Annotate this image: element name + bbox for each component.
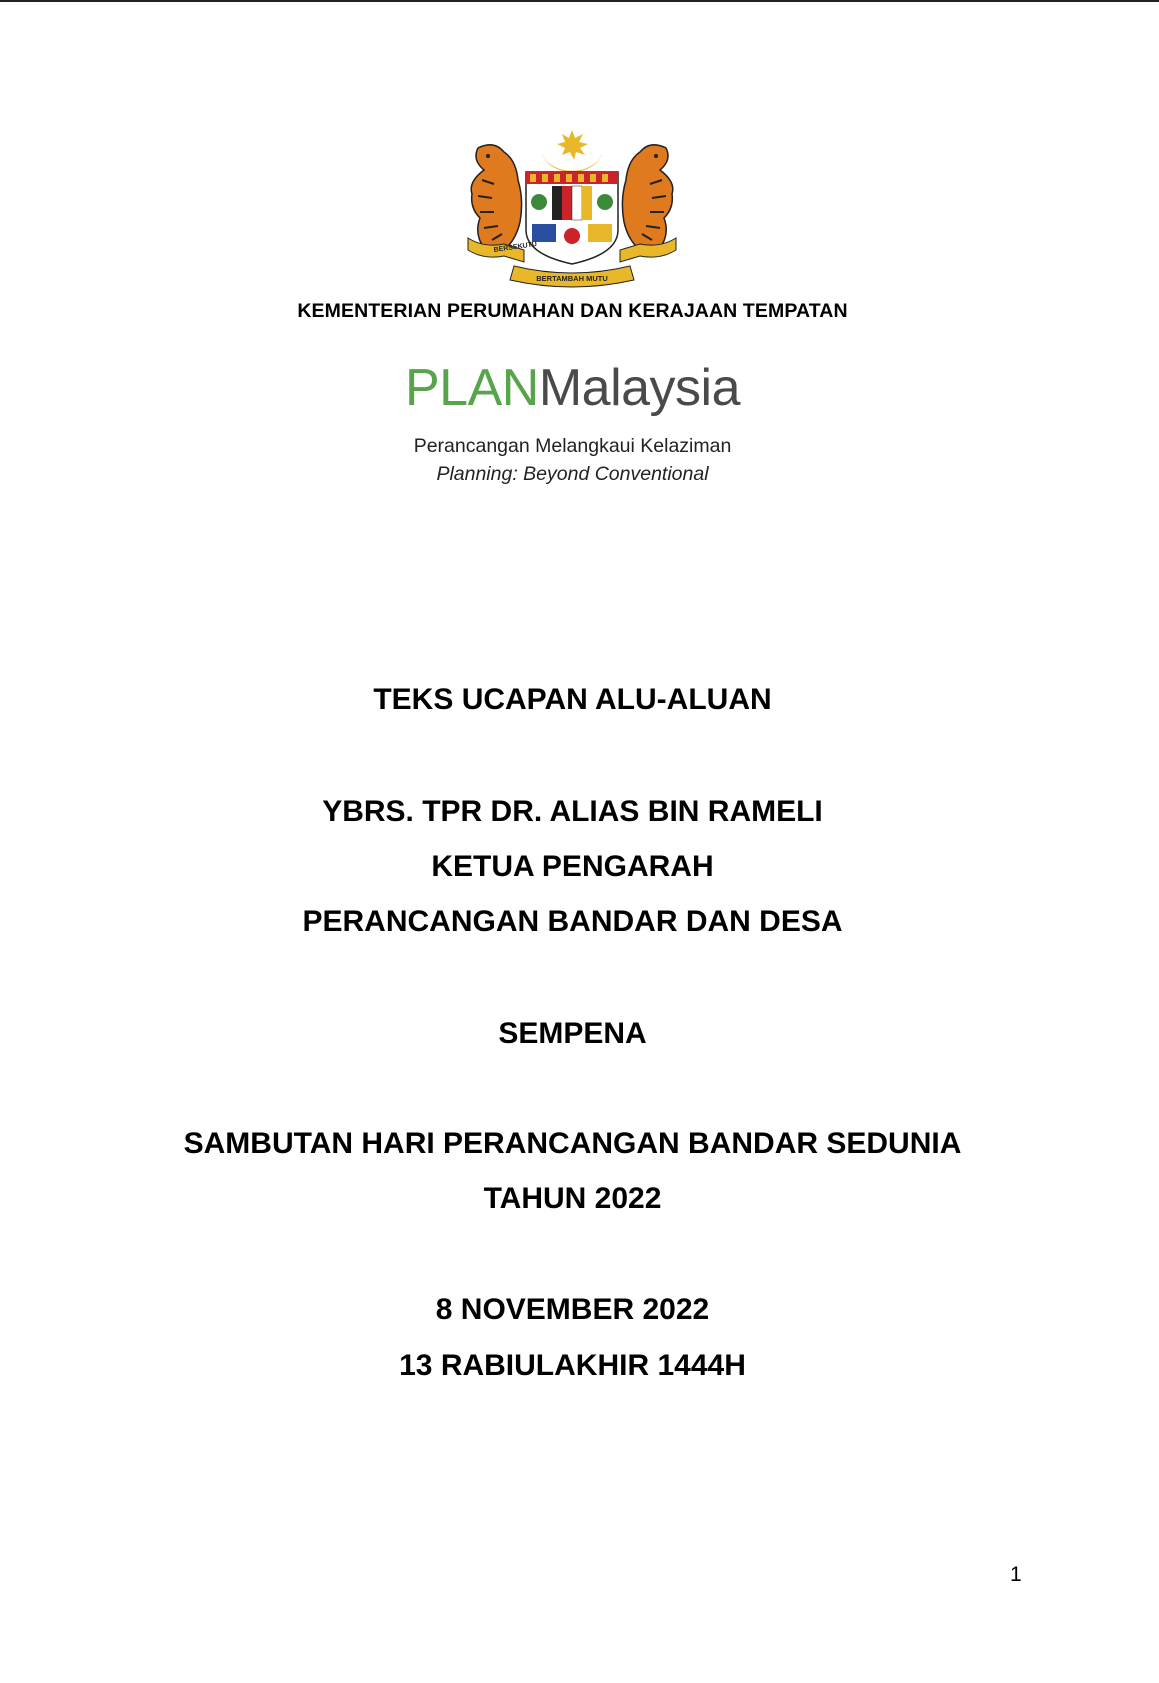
planmalaysia-logo (0, 358, 1145, 418)
ministry-name: KEMENTERIAN PERUMAHAN DAN KERAJAAN TEMPATAN (297, 300, 848, 322)
tagline (0, 432, 1145, 488)
date-gregorian: 8 NOVEMBER 2022 (435, 1293, 710, 1326)
left-tiger-icon (471, 145, 521, 253)
date-hijri: 13 RABIULAKHIR 1444H (399, 1349, 746, 1382)
connector-text: SEMPENA (498, 1017, 647, 1050)
coat-of-arms-logo (464, 130, 680, 295)
speaker-role-line-2: PERANCANGAN BANDAR DAN DESA (302, 905, 843, 938)
tagline-english: Planning: Beyond Conventional (436, 463, 709, 485)
shield-icon (526, 172, 618, 264)
brand-plan-text: PLAN (404, 359, 539, 417)
svg-text:BERTAMBAH MUTU: BERTAMBAH MUTU (536, 274, 608, 283)
svg-text:BERSEKUTU: BERSEKUTU (493, 240, 538, 254)
right-tiger-icon (622, 145, 672, 253)
speaker-name: YBRS. TPR DR. ALIAS BIN RAMELI (322, 795, 823, 828)
speaker-role-line-1: KETUA PENGARAH (431, 850, 714, 883)
tagline-malay: Perancangan Melangkaui Kelaziman (413, 435, 732, 457)
event-line-2: TAHUN 2022 (483, 1182, 662, 1215)
star-crescent-icon (542, 130, 602, 172)
document-title: TEKS UCAPAN ALU-ALUAN (373, 683, 772, 716)
brand-malaysia-text: Malaysia (538, 359, 741, 417)
page-number: 1 (1010, 1563, 1022, 1586)
event-line-1: SAMBUTAN HARI PERANCANGAN BANDAR SEDUNIA (183, 1127, 962, 1160)
top-border (0, 0, 1159, 2)
